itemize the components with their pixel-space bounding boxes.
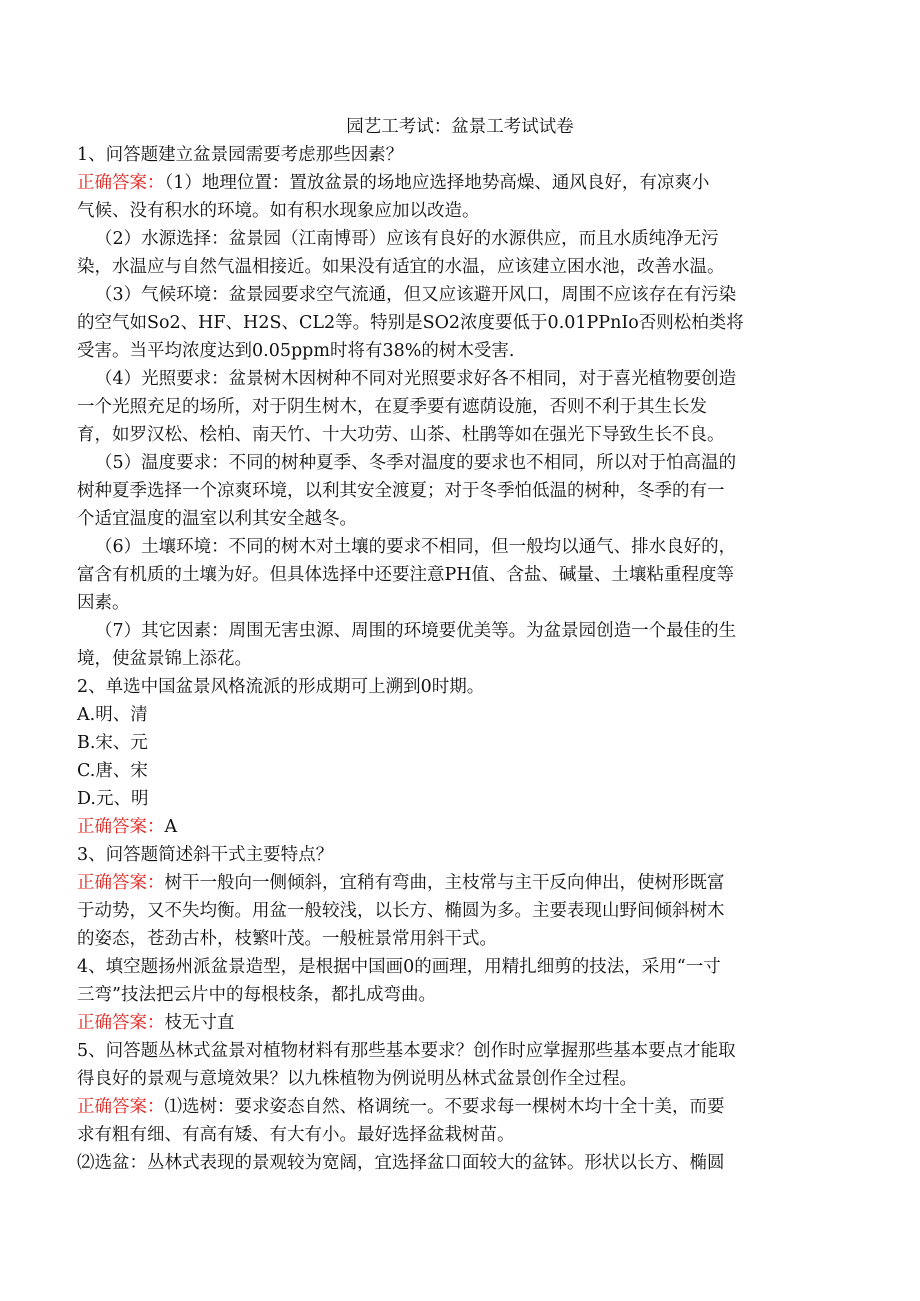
q1-answer-text: 个适宜温度的温室以利其安全越冬。 xyxy=(77,509,357,529)
q1-answer-text: （6）土壤环境：不同的树木对土壤的要求不相同，但一般均以通气、排水良好的， xyxy=(95,537,737,557)
answer-label: 正确答案： xyxy=(77,1097,165,1117)
q1-answer-text: 育，如罗汉松、桧柏、南天竹、十大功劳、山茶、杜鹃等如在强光下导致生长不良。 xyxy=(77,425,725,445)
q2-answer-line xyxy=(77,813,847,841)
q3-answer-text: 于动势，又不失均衡。用盆一般较浅，以长方、椭圆为多。主要表现山野间倾斜树木 xyxy=(77,901,725,921)
q2-answer-value: A xyxy=(164,817,178,837)
q1-answer-text: （4）光照要求：盆景树木因树种不同对光照要求好各不相同，对于喜光植物要创造 xyxy=(95,369,737,389)
q1-answer-text: 境，使盆景锦上添花。 xyxy=(77,649,252,669)
answer-label: 正确答案： xyxy=(77,817,165,837)
question-2-text: 2、单选中国盆景风格流派的形成期可上溯到0时期。 xyxy=(77,677,485,697)
page-title: 园艺工考试：盆景工考试试卷 xyxy=(346,117,574,137)
q3-answer-text: 的姿态，苍劲古朴，枝繁叶茂。一般桩景常用斜干式。 xyxy=(77,929,497,949)
question-5-text: 得良好的景观与意境效果？以九株植物为例说明丛林式盆景创作全过程。 xyxy=(77,1069,637,1089)
q2-option-a: A.明、清 xyxy=(77,705,148,725)
q4-answer-value: 枝无寸直 xyxy=(164,1013,235,1033)
q1-answer-text: （7）其它因素：周围无害虫源、周围的环境要优美等。为盆景园创造一个最佳的生 xyxy=(95,621,737,641)
question-5-text: 5、问答题丛林式盆景对植物材料有那些基本要求？创作时应掌握那些基本要点才能取 xyxy=(77,1041,736,1061)
q5-answer-text: 求有粗有细、有高有矮、有大有小。最好选择盆栽树苗。 xyxy=(77,1125,515,1145)
q1-answer-text: 树种夏季选择一个凉爽环境，以利其安全渡夏；对于冬季怕低温的树种，冬季的有一 xyxy=(77,481,725,501)
q1-answer-text: （1）地理位置：置放盆景的场地应选择地势高燥、通风良好，有凉爽小 xyxy=(164,173,710,193)
question-1-text: 1、问答题建立盆景园需要考虑那些因素？ xyxy=(77,145,404,165)
answer-label: 正确答案： xyxy=(77,173,165,193)
q3-answer-text: 树干一般向一侧倾斜，宜稍有弯曲，主枝常与主干反向伸出，使树形既富 xyxy=(164,873,725,893)
exam-content xyxy=(77,141,847,1177)
q1-answer-text: （3）气候环境：盆景园要求空气流通，但又应该避开风口，周围不应该存在有污染 xyxy=(95,285,737,305)
q1-answer-text: 气候、没有积水的环境。如有积水现象应加以改造。 xyxy=(77,201,480,221)
q1-answer-text: （2）水源选择：盆景园（江南博哥）应该有良好的水源供应，而且水质纯净无污 xyxy=(95,229,719,249)
q1-answer-text: 染，水温应与自然气温相接近。如果没有适宜的水温，应该建立困水池，改善水温。 xyxy=(77,257,725,277)
q1-answer-text: 的空气如So2、HF、H2S、CL2等。特别是SO2浓度要低于0.01PPnIo否则松柏类将 xyxy=(77,313,744,333)
q2-option-c: C.唐、宋 xyxy=(77,761,148,781)
q1-answer-text: （5）温度要求：不同的树种夏季、冬季对温度的要求也不相同，所以对于怕高温的 xyxy=(95,453,737,473)
q5-answer-text: ⑴选树：要求姿态自然、格调统一。不要求每一棵树木均十全十美，而要 xyxy=(164,1097,725,1117)
q1-answer-text: 因素。 xyxy=(77,593,130,613)
q5-answer-text: ⑵选盆：丛林式表现的景观较为宽阔，宜选择盆口面较大的盆钵。形状以长方、椭圆 xyxy=(77,1153,725,1173)
q5-answer-line xyxy=(77,1093,847,1121)
q4-answer-line xyxy=(77,1009,847,1037)
q1-answer-text: 一个光照充足的场所，对于阴生树木，在夏季要有遮荫设施，否则不利于其生长发 xyxy=(77,397,707,417)
question-4-text: 三弯”技法把云片中的每根枝条，都扎成弯曲。 xyxy=(77,985,436,1005)
q2-option-b: B.宋、元 xyxy=(77,733,148,753)
q1-answer-text: 富含有机质的土壤为好。但具体选择中还要注意PH值、含盐、碱量、土壤粘重程度等 xyxy=(77,565,735,585)
question-3-text: 3、问答题简述斜干式主要特点？ xyxy=(77,845,334,865)
answer-label: 正确答案： xyxy=(77,1013,165,1033)
q1-answer-line xyxy=(77,169,847,197)
q1-answer-text: 受害。当平均浓度达到0.05ppm时将有38%的树木受害. xyxy=(77,341,515,361)
q2-option-d: D.元、明 xyxy=(77,789,149,809)
answer-label: 正确答案： xyxy=(77,873,165,893)
q3-answer-line xyxy=(77,869,847,897)
question-4-text: 4、填空题扬州派盆景造型，是根据中国画0的画理，用精扎细剪的技法，采用“一寸 xyxy=(77,957,721,977)
